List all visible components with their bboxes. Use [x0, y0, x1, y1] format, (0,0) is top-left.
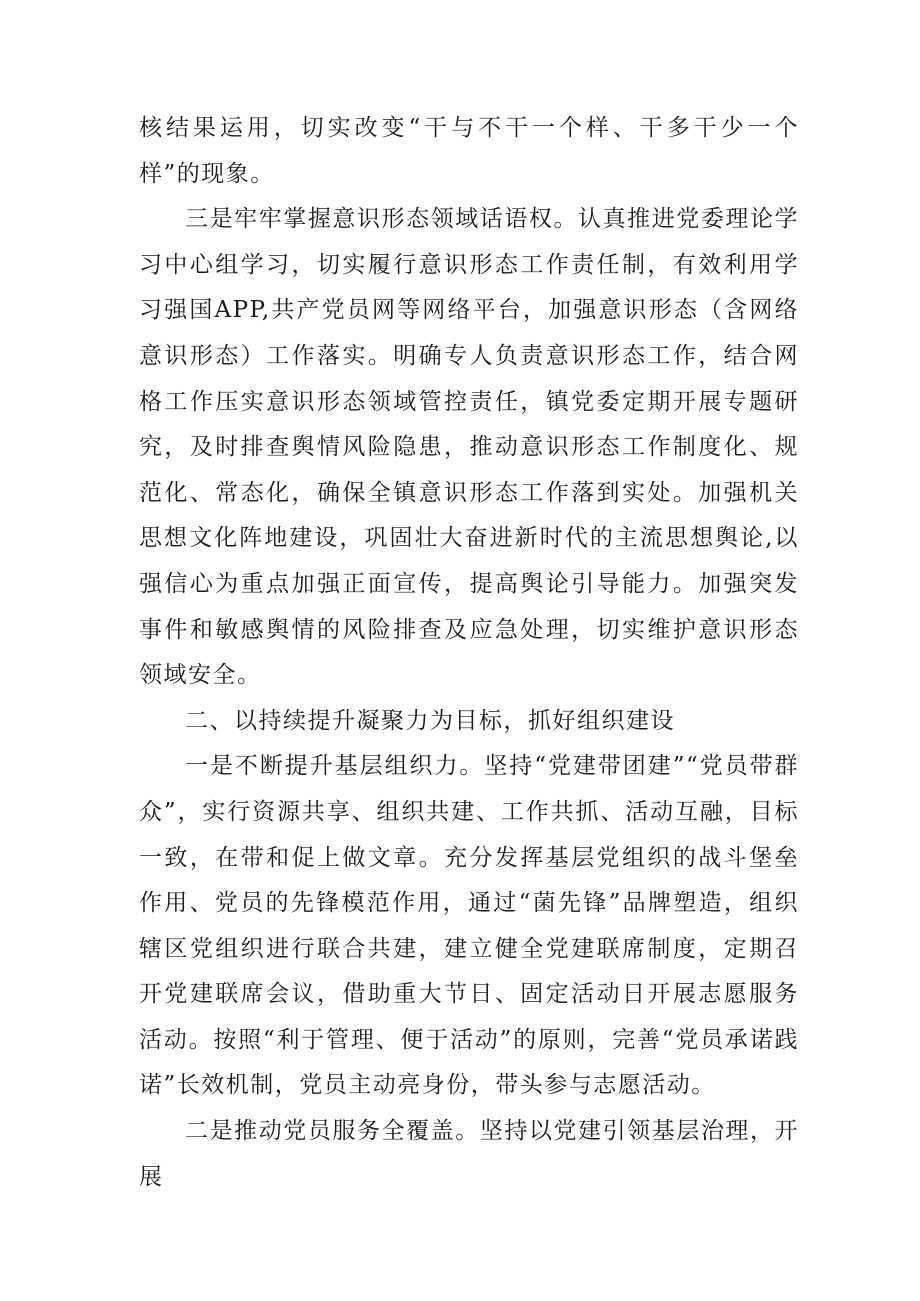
paragraph-service: 二是推动党员服务全覆盖。坚持以党建引领基层治理，开展	[139, 1118, 799, 1190]
section-heading: 二、以持续提升凝聚力为目标，抓好组织建设	[185, 707, 675, 734]
paragraph-ideology: 三是牢牢掌握意识形态领域话语权。认真推进党委理论学习中心组学习，切实履行意识形态工作责任制，有效利用学习强国APP,共产党员网等网络平台，加强意识形态（含网络意识形态）工作落实。明确专人负责意识形态工作，结合网格工作压实意识形态领域管控责任，镇党委定期开展专题研究，及时排查舆情风险隐患，推动意识形态工作制度化、规范化、常态化，确保全镇意识形态工作落到实处。加强机关思想文化阵地建设，巩固壮大奋进新时代的主流思想舆论,以强信心为重点加强正面宣传，提高舆论引导能力。加强突发事件和敏感舆情的风险排查及应急处理，切实维护意识形态领域安全。	[139, 206, 799, 689]
document-body	[139, 106, 799, 1200]
paragraph-organization: 一是不断提升基层组织力。坚持“党建带团建”“党员带群众”，实行资源共享、组织共建、工作共抓、活动互融，目标一致，在带和促上做文章。充分发挥基层党组织的战斗堡垒作用、党员的先锋模范作用，通过“菌先锋”品牌塑造，组织辖区党组织进行联合共建，建立健全党建联席制度，定期召开党建联席会议，借助重大节日、固定活动日开展志愿服务活动。按照“利于管理、便于活动”的原则，完善“党员承诺践诺”长效机制，党员主动亮身份，带头参与志愿活动。	[139, 753, 799, 1099]
paragraph-continuation: 核结果运用，切实改变“干与不干一个样、干多干少一个样”的现象。	[139, 115, 799, 187]
